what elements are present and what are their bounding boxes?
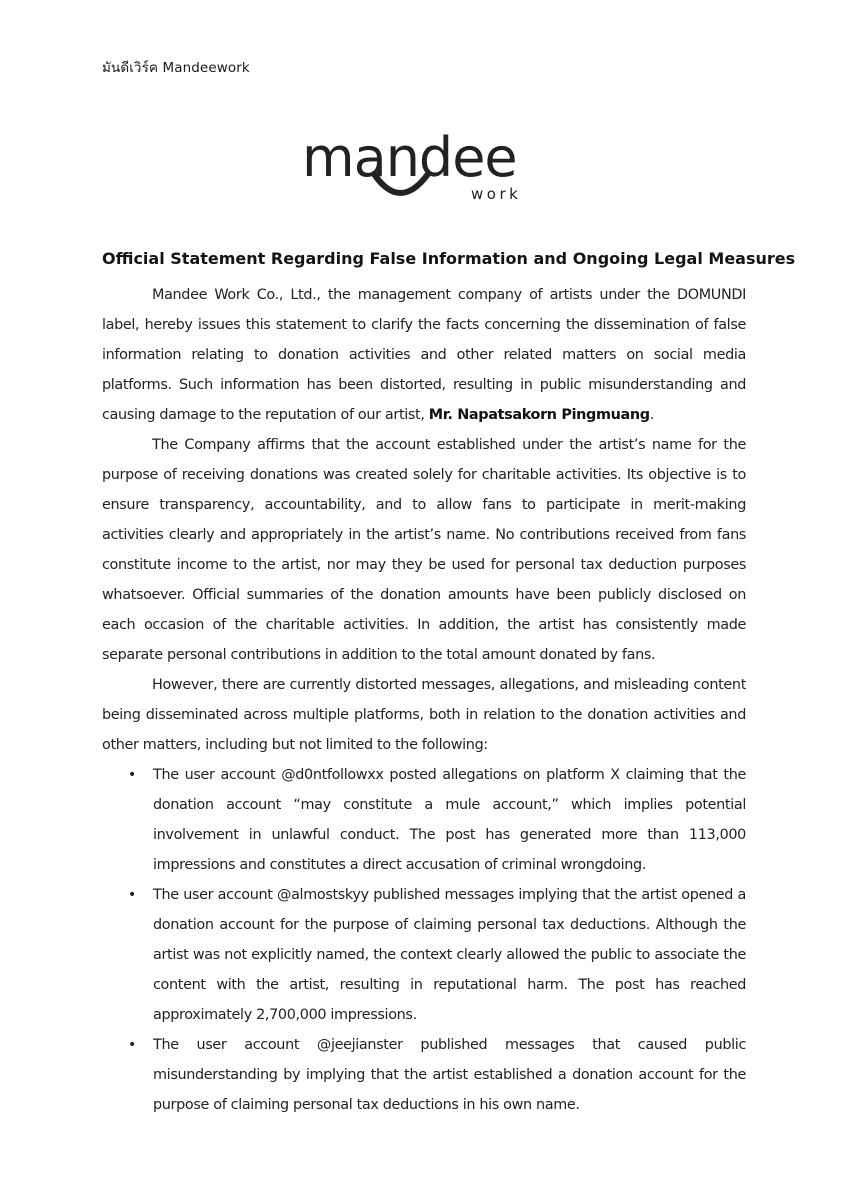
statement-title: Official Statement Regarding False Information and Ongoing Legal Measures xyxy=(102,249,796,268)
paragraph-distorted-messages: However, there are currently distorted messages, allegations, and misleading content being disseminated across multiple platforms, both in relation to the donation activities and other matters, including but not limited to the following: xyxy=(102,677,746,753)
paragraph-intro xyxy=(102,280,746,430)
statement-body xyxy=(102,280,746,1120)
allegations-list xyxy=(102,760,746,1120)
intro-end: . xyxy=(649,407,654,423)
mandee-work-logo xyxy=(300,128,550,210)
artist-name: Mr. Napatsakorn Pingmuang xyxy=(428,407,650,423)
logo-wordmark: mandee xyxy=(302,128,517,189)
list-item: • The user account @jeejianster published messages that caused public misunderstanding by implying that the artist established a donation account for the purpose of claiming personal tax deductions in his own name. xyxy=(153,1030,746,1120)
paragraph-company-affirms: The Company affirms that the account established under the artist’s name for the purpose of receiving donations was created solely for charitable activities. Its objective is to ensure transparency, accountability, and to allow fans to participate in merit-making activities clearly and appropriately in the artist’s name. No contributions received from fans constitute income to the artist, nor may they be used for personal tax deduction purposes whatsoever. Official summaries of the donation amounts have been publicly disclosed on each occasion of the charitable activities. In addition, the artist has consistently made separate personal contributions in addition to the total amount donated by fans. xyxy=(102,437,746,663)
logo-subword: work xyxy=(471,185,522,203)
list-item: • The user account @almostskyy published messages implying that the artist opened a donation account for the purpose of claiming personal tax deductions. Although the artist was not explicitly named, the context clearly allowed the public to associate the content with the artist, resulting in reputational harm. The post has reached approximately 2,700,000 impressions. xyxy=(153,880,746,1030)
header-org-name: มันดีเวิร์ค Mandeework xyxy=(102,60,250,76)
list-item: • The user account @d0ntfollowxx posted allegations on platform X claiming that the donation account “may constitute a mule account,” which implies potential involvement in unlawful conduct. The post has generated more than 113,000 impressions and constitutes a direct accusation of criminal wrongdoing. xyxy=(153,760,746,880)
intro-text: Mandee Work Co., Ltd., the management company of artists under the DOMUNDI label, hereby issues this statement to clarify the facts concerning the dissemination of false information relating to donation activities and other related matters on social media platforms. Such information has been distorted, resulting in public misunderstanding and causing damage to the reputation of our artist, xyxy=(102,287,746,423)
